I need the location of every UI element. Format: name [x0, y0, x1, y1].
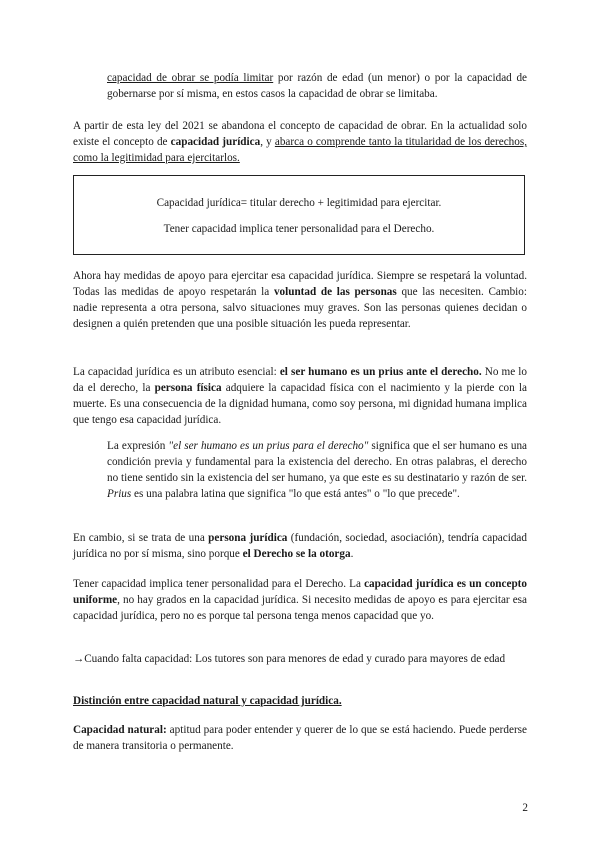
bold-term: persona física [154, 382, 222, 394]
paragraph-capacidad-obrar: capacidad de obrar se podía limitar por razón de edad (un menor) o por la capacidad de gobernarse por sí misma, en estos casos la capacidad de obrar se limitaba. [107, 72, 527, 100]
paragraph-persona-juridica: En cambio, si se trata de una persona jurídica (fundación, sociedad, asociación), tendría capacidad jurídica no por sí misma, sino porque el Derecho se la otorga. [73, 532, 527, 560]
definition-line-2: Tener capacidad implica tener personalidad para el Derecho. [163, 223, 435, 235]
bold-term: el Derecho se la otorga [242, 548, 351, 560]
underlined-text: abarca o comprende tanto la titularidad de los derechos, como la legitimidad para ejercitarlos. [73, 136, 528, 164]
paragraph-prius-quote: La expresión "el ser humano es un prius para el derecho" significa que el ser humano es una condición previa y fundamental para la existencia del derecho. En otras palabras, el derecho no tiene sentido sin la existencia del ser humano, ya que este es su destinatario y razón de ser. Prius es una palabra latina que significa "lo que está antes" o "lo que precede". [107, 440, 528, 500]
italic-term: Prius [107, 488, 132, 500]
paragraph-tutores: →Cuando falta capacidad: Los tutores son para menores de edad y curado para mayores de edad [73, 653, 506, 665]
underlined-text: capacidad de obrar se podía limitar [107, 72, 274, 84]
italic-quote: "el ser humano es un prius para el derecho" [168, 440, 369, 452]
paragraph-ley-2021: A partir de esta ley del 2021 se abandona el concepto de capacidad de obrar. En la actualidad solo existe el concepto de capacidad jurídica, y abarca o comprende tanto la titularidad de los derechos, como la legitimidad para ejercitarlos. [73, 120, 528, 164]
bold-term: capacidad jurídica [170, 136, 261, 148]
paragraph-capacidad-natural: Capacidad natural: aptitud para poder entender y querer de lo que se está haciendo. Puede perderse de manera transitoria o permanente. [73, 724, 527, 752]
section-heading: Distinción entre capacidad natural y capacidad jurídica. [73, 695, 342, 707]
paragraph-atributo-esencial: La capacidad jurídica es un atributo esencial: el ser humano es un prius ante el derecho. No me lo da el derecho, la persona física adquiere la capacidad física con el nacimiento y la pierde con la muerte. Es una consecuencia de la dignidad humana, como soy persona, mi dignidad humana implica que tengo esa capacidad jurídica. [73, 366, 528, 426]
paragraph-concepto-uniforme: Tener capacidad implica tener personalidad para el Derecho. La capacidad jurídica es un concepto uniforme, no hay grados en la capacidad jurídica. Si necesito medidas de apoyo es para ejercitar esa capacidad jurídica, pero no es porque tal persona tenga menos capacidad que yo. [73, 578, 527, 622]
bold-term: persona jurídica [208, 532, 288, 544]
bold-term: capacidad jurídica es un concepto uniforme [73, 578, 527, 606]
bold-term: el ser humano es un prius ante el derecho. [279, 366, 482, 378]
definition-box [73, 175, 525, 255]
paragraph-medidas-apoyo: Ahora hay medidas de apoyo para ejercitar esa capacidad jurídica. Siempre se respetará la voluntad. Todas las medidas de apoyo respetarán la voluntad de las personas que las necesiten. Cambio: nadie representa a otra persona, salvo situaciones muy graves. Son las personas quienes decidan o designen a quién pretenden que una posible situación les pueda representar. [73, 270, 527, 330]
bold-term: voluntad de las personas [273, 286, 397, 298]
bold-term: Capacidad natural: [73, 724, 167, 736]
page-number: 2 [522, 802, 528, 814]
definition-line-1: Capacidad jurídica= titular derecho + legitimidad para ejercitar. [156, 197, 442, 209]
